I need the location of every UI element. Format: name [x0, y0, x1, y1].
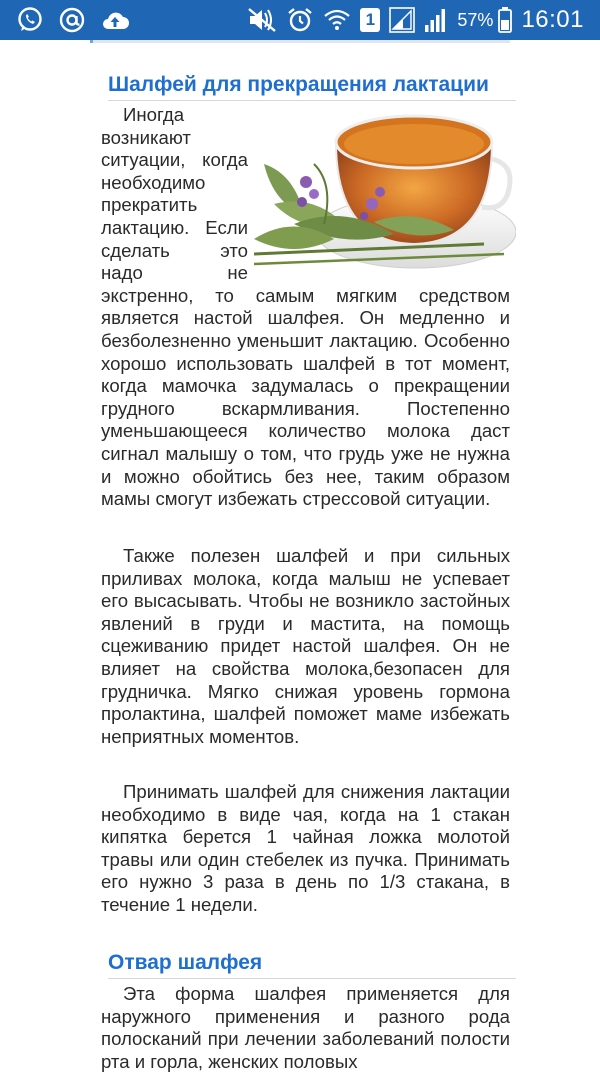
at-sign-icon	[58, 6, 86, 34]
sim-badge: 1	[360, 8, 380, 32]
status-bar-left	[0, 6, 130, 34]
article-paragraph-4: Эта форма шалфея применяется для наружного применения и разного рода полосканий при лечении заболеваний полости рта и горла, женских половых	[101, 983, 510, 1072]
whatsapp-icon	[16, 6, 44, 34]
battery-icon	[498, 7, 512, 33]
section-title-sage-lactation: Шалфей для прекращения лактации	[108, 72, 516, 101]
paragraph-text-1: Иногда возникают ситуации, когда необходимо прекратить лактацию. Если сделать это надо не экстренно, то самым мягким средством является настой шалфея. Он медленно и безболезненно уменьшит лактацию. Особенно хорошо использовать шалфей в тот момент, когда мамочка задумалась о прекращении грудного вскармливания. Постепенно уменьшающееся количество молока даст сигнал малышу о том, что грудь уже не нужна и можно обойтись без нее, таким образом мамы смогут избежать стрессовой ситуации.	[101, 104, 510, 510]
alarm-icon	[286, 6, 314, 34]
article-paragraph-3: Принимать шалфей для снижения лактации необходимо в виде чая, когда на 1 стакан кипятка берется 1 чайная ложка молотой травы или один стебелек из пучка. Принимать его нужно 3 раза в день по 1/3 стакана, в течение 1 недели.	[101, 781, 510, 915]
status-bar-right	[247, 6, 600, 34]
section-title-sage-decoction: Отвар шалфея	[108, 950, 516, 979]
signal-icon-2	[424, 7, 448, 33]
top-divider	[90, 40, 510, 43]
cloud-upload-icon	[100, 8, 130, 32]
mute-icon	[247, 7, 277, 33]
article-paragraph-2: Также полезен шалфей и при сильных приливах молока, когда малыш не успевает его высасывать. Чтобы не возникло застойных явлений в груди и мастита, на помощь сцеживанию придет настой шалфея. Он не влияет на свойства молока,безопасен для грудничка. Мягко снижая уровень гормона пролактина, шалфей поможет маме избежать неприятных моментов.	[101, 545, 510, 747]
status-bar	[0, 0, 600, 40]
battery-percent: 57%	[457, 9, 494, 30]
signal-icon	[389, 7, 415, 33]
wifi-icon	[323, 8, 351, 32]
article-paragraph-1	[101, 104, 510, 511]
clock: 16:01	[521, 6, 584, 33]
tea-cup-with-sage-image	[254, 104, 516, 278]
